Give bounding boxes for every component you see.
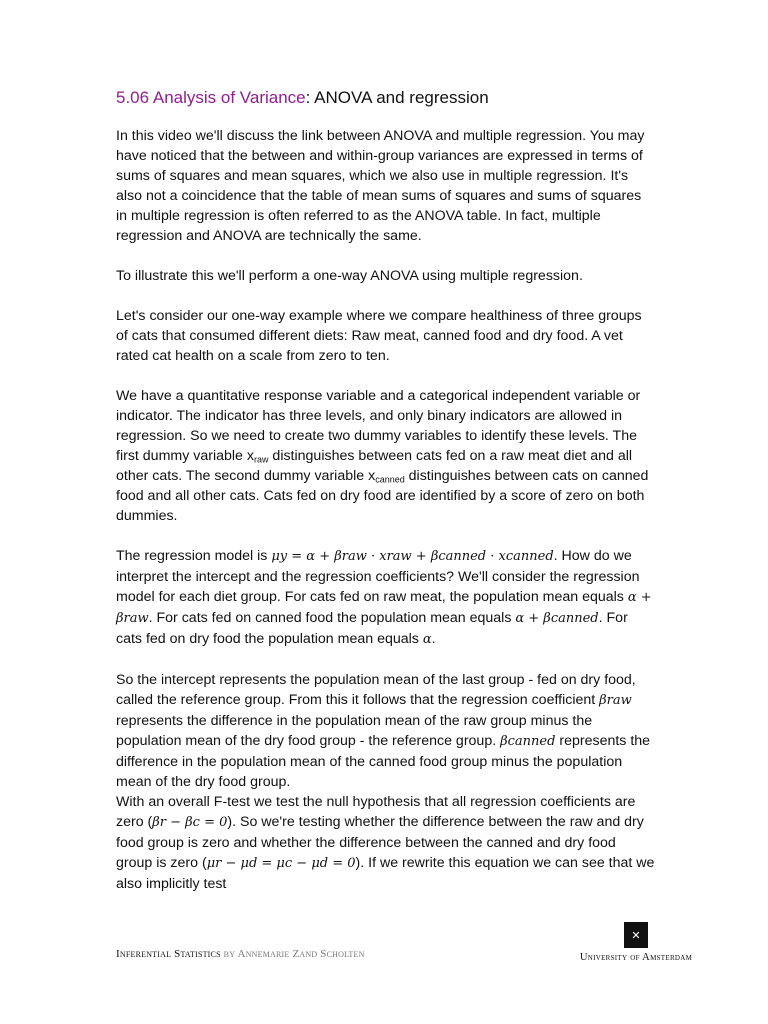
text-span: . For cats fed on dry food the population mean equals: [116, 610, 628, 647]
formula-canned-mean: α + βcanned: [515, 611, 599, 626]
heading-separator: :: [305, 88, 311, 107]
subscript: raw: [253, 454, 269, 465]
formula-beta-canned: βcanned: [500, 734, 556, 749]
formula-null-hypothesis: βr − βc = 0: [152, 815, 228, 830]
paragraph-regression-model: [116, 546, 656, 650]
footer-author: Annemarie Zand Scholten: [237, 948, 365, 960]
text-span: . How do we interpret the intercept and the regression coefficients? We'll consider the regression model for each diet group. For cats fed on raw meat, the population mean equals: [116, 548, 640, 605]
text-span: .: [431, 631, 436, 647]
text-span: . For cats fed on canned food the population mean equals: [148, 610, 516, 626]
subscript: canned: [375, 474, 405, 485]
university-name: University of Amsterdam: [579, 952, 693, 963]
text-span: The regression model is: [116, 548, 272, 564]
paragraph-intro: In this video we'll discuss the link between ANOVA and multiple regression. You may have noticed that the between and within-group variances are expressed in terms of sums of squares and mean squares, which we also use in multiple regression. It's also not a coincidence that the table of mean sums of squares and sums of squares in multiple regression is often referred to as the ANOVA table. In fact, multiple regression and ANOVA are technically the same.: [116, 128, 645, 244]
text-span: ). If we rewrite this equation we can see that we also implicitly test: [116, 855, 655, 892]
footer-course-title: Inferential Statistics: [116, 948, 221, 960]
text-span: So the intercept represents the population mean of the last group - fed on dry food, called the reference group. From this it follows that the regression coefficient: [116, 672, 636, 708]
paragraph-intercept: [116, 670, 656, 792]
university-crest-icon: [624, 922, 648, 948]
heading-subtitle: ANOVA and regression: [310, 88, 489, 107]
paragraph-f-test: [116, 792, 656, 894]
text-span: We have a quantitative response variable and a categorical independent variable or indicator. The indicator has three levels, and only binary indicators are allowed in regression. So we need to create two dummy variables to identify these levels. The first dummy variable x: [116, 388, 641, 464]
section-heading: [116, 84, 656, 112]
formula-raw-mean: α + βraw: [116, 590, 652, 626]
text-span: ). So we're testing whether the difference between the raw and dry food group is zero and whether the difference between the canned and dry food group is zero (: [116, 814, 644, 871]
formula-alpha: α: [422, 632, 432, 647]
footer-course-credit: [116, 948, 365, 960]
subscript-raw: [253, 453, 269, 465]
document-body: [116, 84, 656, 894]
footer-by: by: [220, 948, 238, 960]
text-span: With an overall F-test we test the null hypothesis that all regression coefficients are zero (: [116, 794, 636, 830]
text-span: distinguishes between cats on canned food and all other cats. Cats fed on dry food are identified by a score of zero on both dummies.: [116, 468, 649, 524]
crest-glyph: ✕: [631, 928, 641, 942]
formula-regression-model: μy = α + βraw · xraw + βcanned · xcanned: [271, 549, 554, 564]
paragraph-example: Let's consider our one-way example where we compare healthiness of three groups of cats that consumed different diets: Raw meat, canned food and dry food. A vet rated cat health on a scale from zero to ten.: [116, 308, 642, 364]
heading-number-title: 5.06 Analysis of Variance: [116, 88, 306, 107]
text-span: represents the difference in the population mean of the canned food group minus the population mean of the dry food group.: [116, 733, 651, 790]
text-span: distinguishes between cats fed on a raw meat diet and all other cats. The second dummy variable x: [116, 448, 633, 484]
paragraph-dummy-variables: [116, 386, 656, 526]
formula-beta-raw: βraw: [599, 693, 632, 708]
paragraph-illustrate: To illustrate this we'll perform a one-way ANOVA using multiple regression.: [116, 268, 583, 284]
text-span: represents the difference in the population mean of the raw group minus the population mean of the dry food group - the reference group.: [116, 713, 593, 749]
university-logo-block: [566, 922, 706, 963]
formula-means-difference: μr − μd = μc − μd = 0: [206, 856, 356, 871]
subscript-canned: [375, 473, 405, 485]
